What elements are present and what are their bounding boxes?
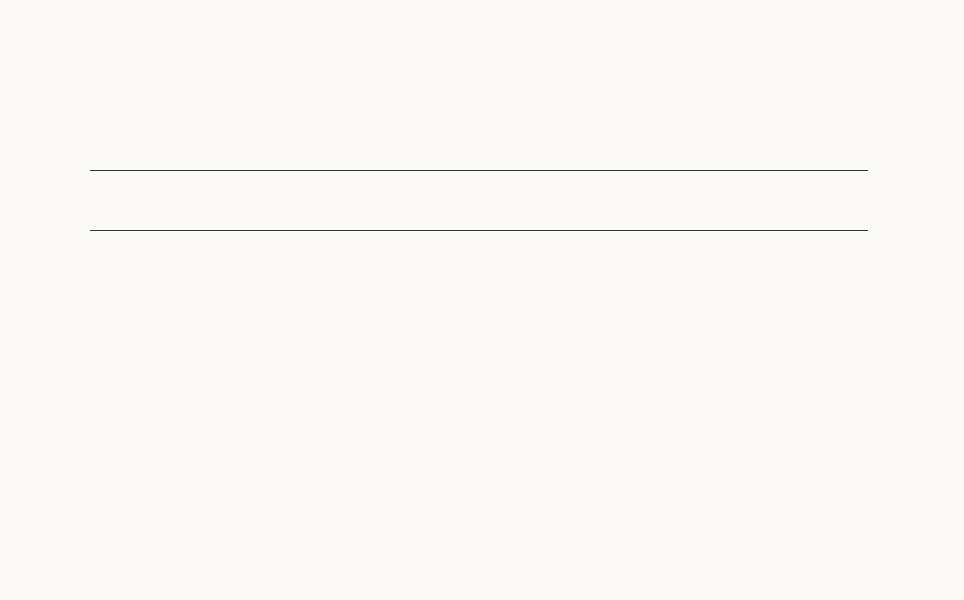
table-top-rule bbox=[90, 230, 868, 231]
section-divider bbox=[90, 170, 868, 171]
